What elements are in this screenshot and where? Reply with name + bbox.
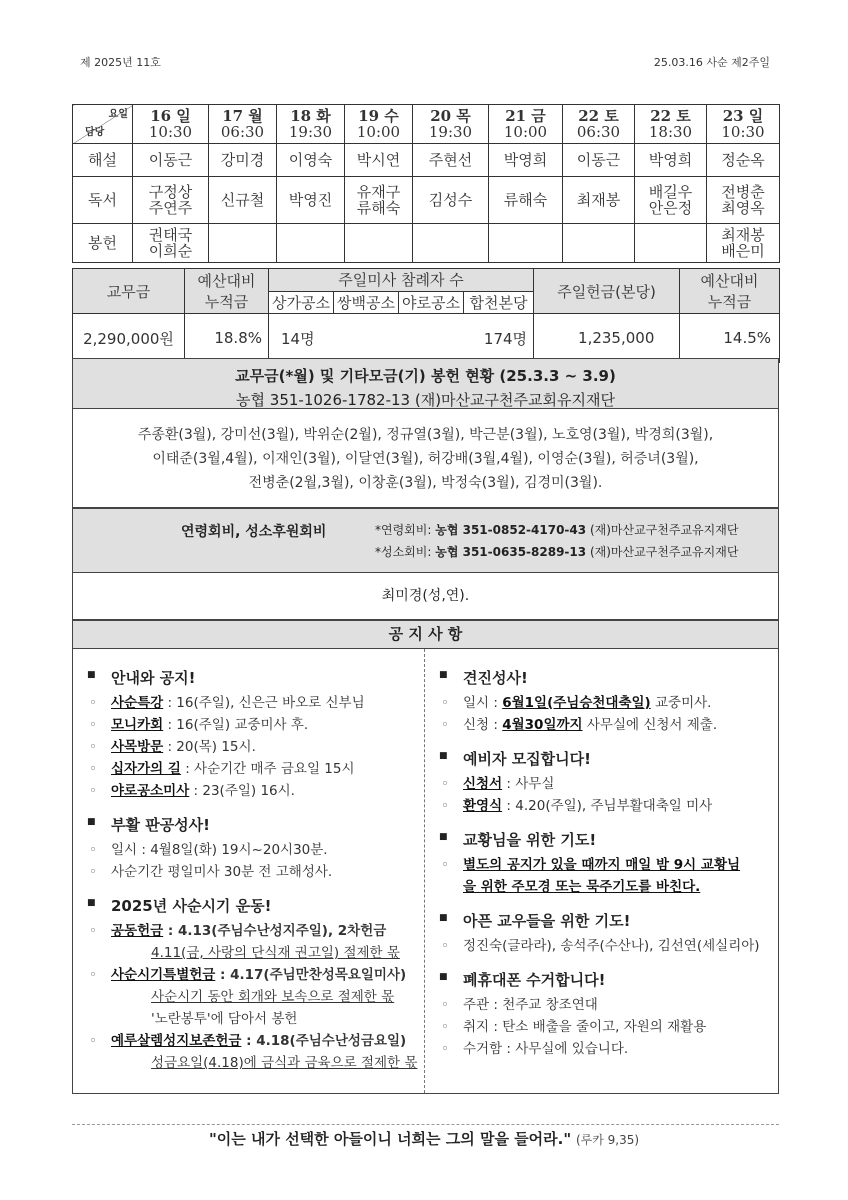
section-heading: ■ 교황님을 위한 기도! (435, 829, 775, 850)
donor-line: 전병춘(2월,3월), 이창훈(3월), 박정숙(3월), 김경미(3월). (248, 475, 603, 491)
chapel-label: 야로공소 (399, 291, 464, 314)
schedule-cell (563, 224, 635, 263)
budget-value: 18.8% (185, 314, 269, 363)
section-heading: ■ 안내와 공지! (83, 667, 418, 688)
issue-number: 제 2025년 11호 (80, 56, 161, 69)
schedule-cell: 류해숙 (489, 177, 563, 224)
schedule-cell: 전병춘 최영옥 (707, 177, 780, 224)
list-item: ◦ 신청서 : 사무실 (435, 773, 775, 795)
day-cell: 21 금 10:00 (489, 105, 563, 144)
section-heading: ■ 부활 판공성사! (83, 814, 418, 835)
gyomugeum-label: 교무금 (73, 269, 185, 314)
schedule-cell: 박영희 (635, 144, 707, 177)
ministry-schedule-table (72, 104, 780, 263)
list-item: ◦ 신청 : 4월30일까지 사무실에 신청서 제출. (435, 714, 775, 736)
section-heading: ■ 예비자 모집합니다! (435, 748, 775, 769)
support-header (72, 508, 779, 572)
chapel-label: 쌍백공소 (334, 291, 399, 314)
notice-section (435, 969, 775, 1060)
list-item: ◦ 공동헌금 : 4.13(주님수난성지주일), 2차헌금 4.11(금, 사랑의 단식재 권고일) 절제한 몫 (83, 920, 418, 964)
notice-left-column (83, 667, 418, 1093)
day-cell: 23 일 10:30 (707, 105, 780, 144)
corner-role-label: 담당 (85, 127, 105, 138)
list-item: ◦ 예루살렘성지보존헌금 : 4.18(주님수난성금요일) 성금요일(4.18)에 금식과 금육으로 절제한 몫 (83, 1030, 418, 1074)
budget2-label: 예산대비 누적금 (680, 269, 780, 314)
notice-section (435, 667, 775, 736)
notice-section (435, 910, 775, 957)
schedule-cell: 신규철 (209, 177, 277, 224)
schedule-cell (345, 224, 413, 263)
corner-day-label: 요일 (108, 109, 128, 120)
list-item: ◦ 야로공소미사 : 23(주일) 16시. (83, 780, 418, 802)
notice-section (83, 895, 418, 1074)
support-title: 연령회비, 성소후원회비 (181, 524, 327, 540)
list-item: ◦ 일시 : 4월8일(화) 19시~20시30분. (83, 839, 418, 861)
list-item: ◦ 사순기간 평일미사 30분 전 고해성사. (83, 861, 418, 883)
schedule-cell: 구정상 주연주 (133, 177, 209, 224)
table-row (73, 177, 780, 224)
day-cell: 20 목 19:30 (413, 105, 489, 144)
section-heading: ■ 견진성사! (435, 667, 775, 688)
donor-line: 이태준(3월,4월), 이재인(3월), 이달연(3월), 허강배(3월,4월), 이영순(3월), 허증녀(3월), (152, 451, 699, 467)
list-item: ◦ 사목방문 : 20(목) 15시. (83, 736, 418, 758)
donation-title: 교무금(*월) 및 기타모금(기) 봉헌 현황 (25.3.3 ~ 3.9) (235, 367, 616, 385)
schedule-cell: 박시연 (345, 144, 413, 177)
schedule-cell (413, 224, 489, 263)
collection-value: 1,235,000 (534, 314, 680, 363)
chapel-label: 합천본당 (464, 291, 534, 314)
donation-list (72, 408, 779, 508)
schedule-cell: 최재봉 (563, 177, 635, 224)
budget2-value: 14.5% (680, 314, 780, 363)
table-corner (73, 105, 133, 144)
row-label: 해설 (73, 144, 133, 177)
schedule-cell: 권태국 이희순 (133, 224, 209, 263)
schedule-cell: 최재봉 배은미 (707, 224, 780, 263)
section-heading: ■ 2025년 사순시기 운동! (83, 895, 418, 916)
day-cell: 16 일 10:30 (133, 105, 209, 144)
yeonryeong-account: *연령회비: 농협 351-0852-4170-43 (재)마산교구천주교유지재단 (375, 523, 739, 537)
day-cell: 22 토 18:30 (635, 105, 707, 144)
list-item: ◦ 수거함 : 사무실에 있습니다. (435, 1038, 775, 1060)
schedule-cell: 강미경 (209, 144, 277, 177)
section-heading: ■ 아픈 교우들을 위한 기도! (435, 910, 775, 931)
list-item: ◦ 정진숙(글라라), 송석주(수산나), 김선연(세실리아) (435, 935, 775, 957)
chapel-label: 상가공소 (269, 291, 334, 314)
day-cell: 19 수 10:00 (345, 105, 413, 144)
budget-label: 예산대비 누적금 (185, 269, 269, 314)
chapel-count: 14명 (269, 314, 334, 363)
notice-body (72, 648, 779, 1094)
day-cell: 22 토 06:30 (563, 105, 635, 144)
list-item: ◦ 주관 : 천주교 창조연대 (435, 994, 775, 1016)
footer-divider (72, 1124, 779, 1125)
day-cell: 17 월 06:30 (209, 105, 277, 144)
schedule-cell: 이동근 (563, 144, 635, 177)
gyomugeum-value: 2,290,000원 (73, 314, 185, 363)
column-divider (424, 649, 425, 1093)
list-item: ◦ 취지 : 탄소 배출을 줄이고, 자원의 재활용 (435, 1016, 775, 1038)
support-donors: 최미경(성,연). (72, 572, 779, 620)
table-row (73, 144, 780, 177)
notice-section (83, 814, 418, 883)
row-label: 독서 (73, 177, 133, 224)
list-item: ◦ 십자가의 길 : 사순기간 매주 금요일 15시 (83, 758, 418, 780)
schedule-cell: 배길우 안은정 (635, 177, 707, 224)
schedule-cell (277, 224, 345, 263)
list-item: ◦ 사순시기특별헌금 : 4.17(주님만찬성목요일미사) 사순시기 동안 회개와 보속으로 절제한 몫 '노란봉투'에 담아서 봉헌 (83, 964, 418, 1030)
schedule-cell: 정순옥 (707, 144, 780, 177)
section-heading: ■ 폐휴대폰 수거합니다! (435, 969, 775, 990)
main-count: 174명 (334, 314, 534, 363)
sunday-collection-label: 주일헌금(본당) (534, 269, 680, 314)
day-cell: 18 화 19:30 (277, 105, 345, 144)
mass-attendance-label: 주일미사 참례자 수 (269, 269, 534, 292)
list-item: ◦ 별도의 공지가 있을 때까지 매일 밤 9시 교황님 을 위한 주모경 또는 묵주기도를 바친다. (435, 854, 775, 898)
row-label: 봉헌 (73, 224, 133, 263)
schedule-cell: 이영숙 (277, 144, 345, 177)
donation-account: 농협 351-1026-1782-13 (재)마산교구천주교회유지재단 (236, 391, 615, 409)
schedule-cell (635, 224, 707, 263)
notice-title: 공 지 사 항 (72, 620, 779, 648)
schedule-cell: 김성수 (413, 177, 489, 224)
schedule-cell: 박영희 (489, 144, 563, 177)
offering-table (72, 268, 780, 363)
donor-line: 주종환(3월), 강미선(3월), 박위순(2월), 정규열(3월), 박근분(3월), 노호영(3월), 박경희(3월), (137, 427, 714, 443)
donation-header (72, 358, 779, 408)
seongso-account: *성소회비: 농협 351-0635-8289-13 (재)마산교구천주교유지재단 (375, 545, 739, 559)
schedule-cell: 이동근 (133, 144, 209, 177)
notice-right-column (435, 667, 775, 1093)
table-row (73, 224, 780, 263)
list-item: ◦ 모니카회 : 16(주일) 교중미사 후. (83, 714, 418, 736)
notice-section (83, 667, 418, 802)
gospel-quote (0, 1128, 848, 1149)
schedule-cell: 박영진 (277, 177, 345, 224)
schedule-cell: 주현선 (413, 144, 489, 177)
schedule-cell: 유재구 류해숙 (345, 177, 413, 224)
schedule-cell (209, 224, 277, 263)
list-item: ◦ 환영식 : 4.20(주일), 주님부활대축일 미사 (435, 795, 775, 817)
quote-source: (루카 9,35) (575, 1133, 640, 1147)
days-row (73, 105, 780, 144)
notice-section (435, 829, 775, 898)
list-item: ◦ 일시 : 6월1일(주님승천대축일) 교중미사. (435, 692, 775, 714)
schedule-cell (489, 224, 563, 263)
date-week: 25.03.16 사순 제2주일 (653, 56, 770, 69)
quote-text: "이는 내가 선택한 아들이니 너희는 그의 말을 들어라." (208, 1130, 572, 1148)
list-item: ◦ 사순특강 : 16(주일), 신은근 바오로 신부님 (83, 692, 418, 714)
notice-section (435, 748, 775, 817)
